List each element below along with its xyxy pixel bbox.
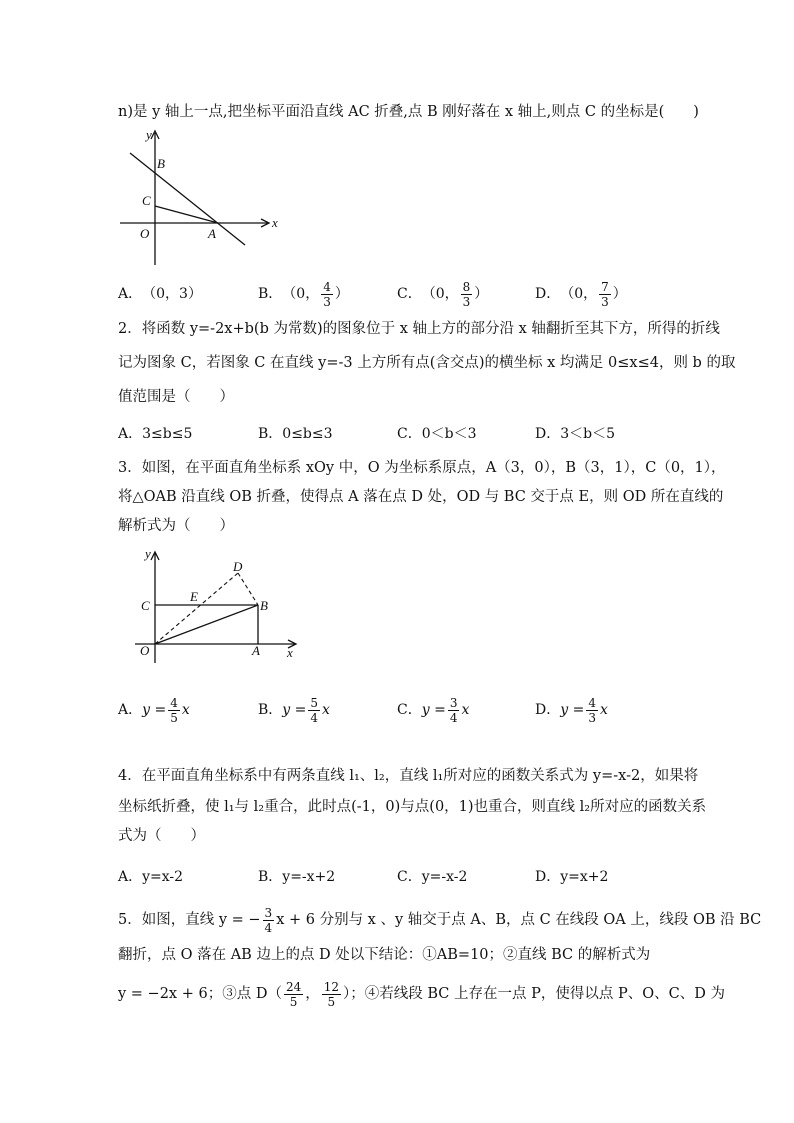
q1-option-c[interactable]: C． （0， $\frac{8}{3}$ ） (397, 279, 489, 309)
q5-line-2: 翻折，点 O 落在 AB 边上的点 D 处以下结论：①AB=10；②直线 BC 的解析式为 (118, 947, 651, 963)
q2-line-3: 值范围是（ ） (118, 389, 234, 405)
q2-option-d[interactable]: D．3＜b＜5 (535, 426, 616, 442)
q4-option-c[interactable]: C．y=-x-2 (397, 869, 468, 885)
q2-option-c[interactable]: C．0＜b＜3 (397, 426, 477, 442)
q1-stem: n)是 y 轴上一点,把坐标平面沿直线 AC 折叠,点 B 刚好落在 x 轴上,则点 C 的坐标是( ) (118, 104, 699, 120)
q3-label-x: x (287, 645, 293, 660)
q1-option-a[interactable]: A． （0，3） (118, 286, 202, 302)
q3-label-b: B (260, 598, 268, 613)
q4-option-d[interactable]: D．y=x+2 (535, 869, 609, 885)
q1-label-b: B (157, 156, 165, 171)
q2-option-b[interactable]: B．0≤b≤3 (258, 426, 333, 442)
q4-line-2: 坐标纸折叠，使 l₁与 l₂重合，此时点(-1，0)与点(0，1)也重合，则直线 l₂所对应的函数关系 (118, 799, 707, 815)
q3-label-e: E (190, 589, 198, 604)
q3-line-1: 3．如图，在平面直角坐标系 xOy 中，O 为坐标系原点，A（3，0），B（3，1），C（0，1）， (118, 460, 726, 476)
q4-option-a[interactable]: A．y=x-2 (118, 869, 184, 885)
q1-label-a: A (208, 226, 216, 241)
q3-label-a: A (252, 643, 260, 658)
q4-line-1: 4．在平面直角坐标系中有两条直线 l₁、l₂，直线 l₁所对应的函数关系式为 y=-x-2，如果将 (118, 768, 699, 784)
q3-option-b[interactable]: B． y = $\frac{5}{4}$ x (258, 695, 330, 725)
q2-line-1: 2．将函数 y=-2x+b(b 为常数)的图象位于 x 轴上方的部分沿 x 轴翻折至其下方，所得的折线 (118, 321, 720, 337)
q5-line-3: y = −2x + 6；③点 D（ $\frac{24}{5}$ ， $\frac{12}{5}$ ）；④若线段 BC 上存在一点 P，使得以点 P、O、C、D 为 (118, 979, 725, 1009)
q3-line-3: 解析式为（ ） (118, 518, 234, 534)
q3-option-d[interactable]: D． y = $\frac{4}{3}$ x (535, 695, 608, 725)
q4-options (118, 857, 678, 897)
q3-option-c[interactable]: C． y = $\frac{3}{4}$ x (397, 695, 470, 725)
q1-label-o: O (140, 226, 150, 241)
q1-figure (110, 125, 290, 270)
q1-option-b[interactable]: B． （0， $\frac{4}{3}$ ） (258, 279, 349, 309)
q1-label-y: y (146, 127, 152, 142)
q3-label-c: C (141, 598, 150, 613)
q2-option-a[interactable]: A．3≤b≤5 (118, 426, 193, 442)
q1-options (118, 274, 678, 314)
q3-label-y: y (145, 546, 151, 561)
q3-option-a[interactable]: A． y = $\frac{4}{5}$ x (118, 695, 190, 725)
q4-line-3: 式为（ ） (118, 828, 205, 844)
q5-line-1: 5．如图，直线 y = − $\frac{3}{4}$ x + 6 分别与 x 、y 轴交于点 A、B，点 C 在线段 OA 上，线段 OB 沿 BC (118, 905, 762, 935)
q3-options (118, 690, 678, 730)
q2-options (118, 414, 678, 454)
q3-label-d: D (233, 559, 243, 574)
q2-line-2: 记为图象 C，若图象 C 在直线 y=-3 上方所有点(含交点)的横坐标 x 均满足 0≤x≤4，则 b 的取 (118, 355, 736, 371)
q3-figure (135, 545, 310, 665)
q1-option-d[interactable]: D． （0， $\frac{7}{3}$ ） (535, 279, 627, 309)
q3-label-o: O (140, 643, 150, 658)
q1-label-c: C (142, 193, 151, 208)
q4-option-b[interactable]: B．y=-x+2 (258, 869, 336, 885)
q3-line-2: 将△OAB 沿直线 OB 折叠，使得点 A 落在点 D 处，OD 与 BC 交于点 E，则 OD 所在直线的 (118, 489, 724, 505)
q1-label-x: x (272, 215, 278, 230)
